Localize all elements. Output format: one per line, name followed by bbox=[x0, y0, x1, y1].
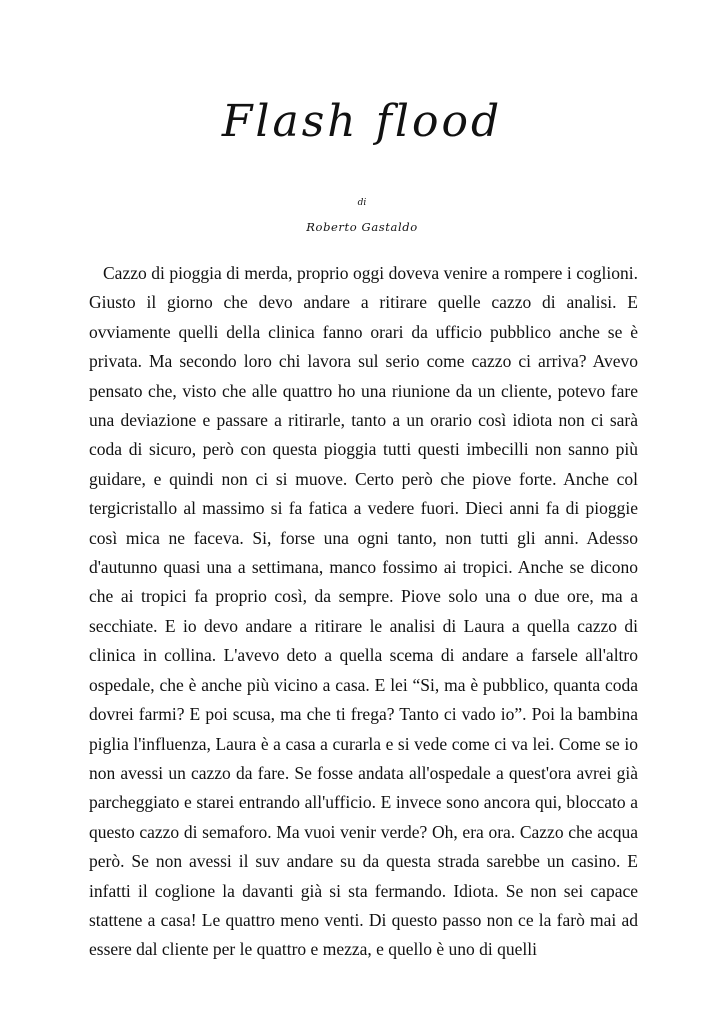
body-paragraph: Cazzo di pioggia di merda, proprio oggi doveva venire a rompere i coglioni. Giusto il giorno che devo andare a ritirare quelle cazzo di analisi. E ovviamente quelli della clinica fanno orari da ufficio pubblico anche se è privata. Ma secondo loro chi lavora sul serio come cazzo ci arriva? Avevo pensato che, visto che alle quattro ho una riunione da un cliente, potevo fare una deviazione e passare a ritirarle, tanto a un orario così idiota non ci sarà coda di sicuro, però con questa pioggia tutti questi imbecilli non sanno più guidare, e quindi non ci si muove. Certo però che piove forte. Anche col tergicristallo al massimo si fa fatica a vedere fuori. Dieci anni fa di pioggie così mica ne faceva. Si, forse una ogni tanto, non tutti gli anni. Adesso d'autunno quasi una a settimana, manco fossimo ai tropici. Anche se dicono che ai tropici fa proprio così, da sempre. Piove solo una o due ore, ma a secchiate. E io devo andare a ritirare le analisi di Laura a quella cazzo di clinica in collina. L'avevo deto a quella scema di andare a farsele all'altro ospedale, che è anche più vicino a casa. E lei “Si, ma è pubblico, quanta coda dovrei farmi? E poi scusa, ma che ti frega? Tanto ci vado io”. Poi la bambina piglia l'influenza, Laura è a casa a curarla e si vede come ci va lei. Come se io non avessi un cazzo da fare. Se fosse andata all'ospedale a quest'ora avrei già parcheggiato e starei entrando all'ufficio. E invece sono ancora qui, bloccato a questo cazzo di semaforo. Ma vuoi venir verde? Oh, era ora. Cazzo che acqua però. Se non avessi il suv andare su da questa strada sarebbe un casino. E infatti il coglione la davanti già si sta fermando. Idiota. Se non sei capace stattene a casa! Le quattro meno venti. Di questo passo non ce la farò mai ad essere dal cliente per le quattro e mezza, e quello è uno di quelli bbox=[89, 263, 638, 960]
byline-prefix: di bbox=[357, 198, 367, 208]
author-name: Roberto Gastaldo bbox=[306, 220, 418, 234]
document-title: Flash flood bbox=[221, 96, 503, 147]
